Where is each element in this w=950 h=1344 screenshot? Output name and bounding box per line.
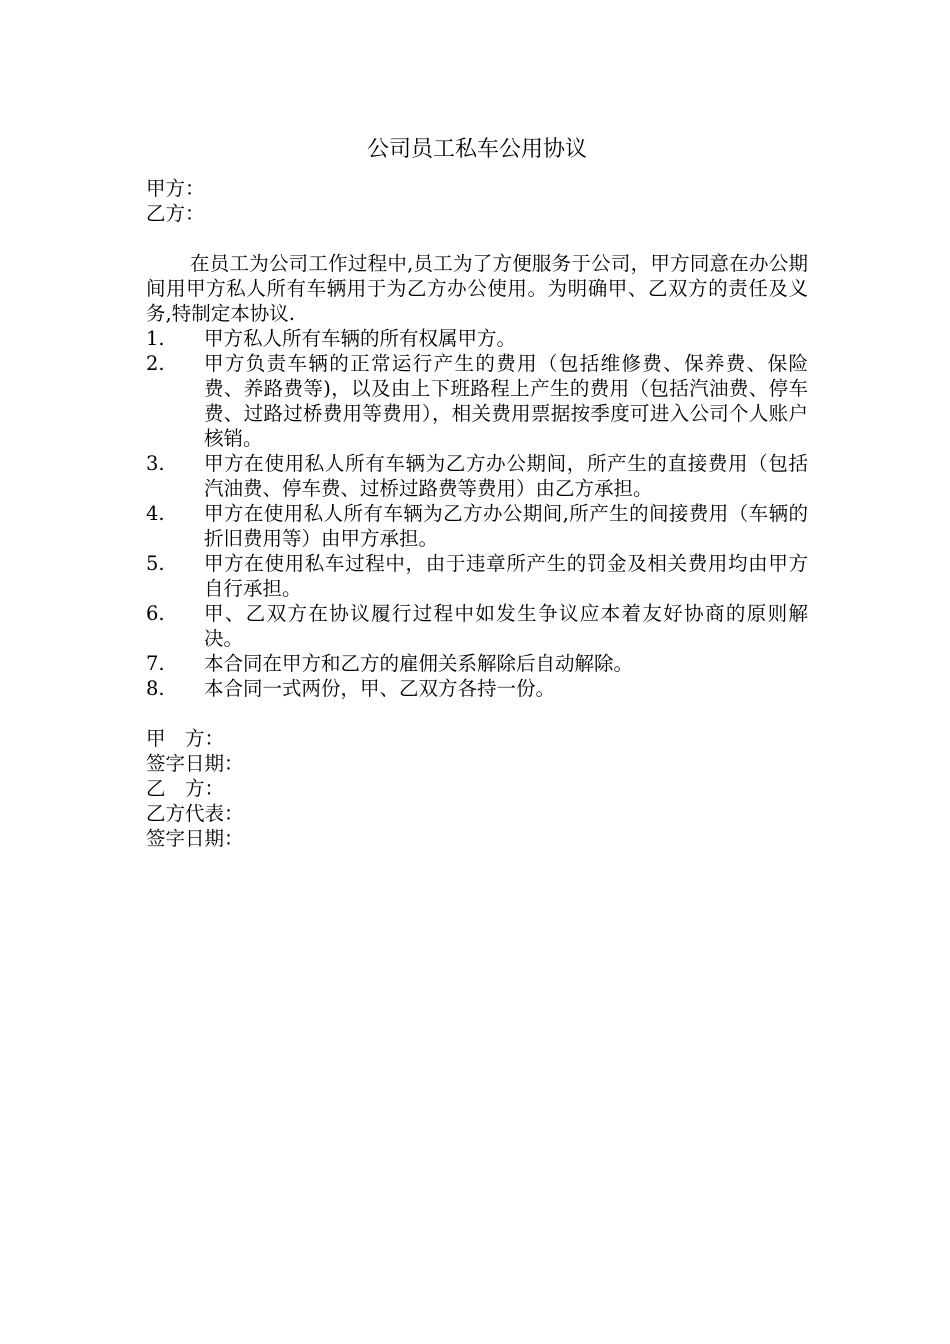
signature-party-b: 乙 方： — [146, 777, 225, 800]
clause-item — [146, 676, 808, 701]
clause-text: 甲方在使用私车过程中，由于违章所产生的罚金及相关费用均由甲方自行承担。 — [204, 552, 808, 600]
signature-block — [146, 726, 808, 851]
party-a-label: 甲方： — [146, 177, 205, 200]
party-b-label: 乙方： — [146, 202, 205, 225]
clause-text: 甲方负责车辆的正常运行产生的费用（包括维修费、保养费、保险费、养路费等)，以及由上下班路程上产生的费用（包括汽油费、停车费、过路过桥费用等费用），相关费用票据按季度可进入公司个人账户核销。 — [204, 352, 808, 450]
clause-number: 3. — [146, 452, 165, 475]
clause-number: 2. — [146, 352, 165, 375]
clause-item — [146, 351, 808, 451]
document-title: 公司员工私车公用协议 — [366, 137, 587, 162]
clause-item — [146, 451, 808, 501]
signature-party-b-representative: 乙方代表： — [146, 802, 244, 825]
clause-item — [146, 501, 808, 551]
clause-item — [146, 326, 808, 351]
clause-number: 5. — [146, 552, 165, 575]
clause-text: 甲、乙双方在协议履行过程中如发生争议应本着友好协商的原则解决。 — [204, 602, 808, 650]
document-body — [146, 134, 808, 851]
clause-text: 甲方私人所有车辆的所有权属甲方。 — [204, 327, 517, 350]
clause-number: 4. — [146, 502, 165, 525]
clause-number: 6. — [146, 602, 165, 625]
clause-number: 1. — [146, 327, 165, 350]
clause-text: 本合同一式两份，甲、乙双方各持一份。 — [204, 677, 556, 700]
signature-party-a-date: 签字日期： — [146, 752, 244, 775]
clause-text: 甲方在使用私人所有车辆为乙方办公期间，所产生的直接费用（包括汽油费、停车费、过桥过路费等费用）由乙方承担。 — [204, 452, 808, 500]
clause-item — [146, 651, 808, 676]
clause-text: 本合同在甲方和乙方的雇佣关系解除后自动解除。 — [204, 652, 634, 675]
clause-number: 7. — [146, 652, 165, 675]
blank-line — [146, 226, 808, 251]
signature-party-b-date: 签字日期： — [146, 827, 244, 850]
clause-item — [146, 551, 808, 601]
intro-paragraph: 在员工为公司工作过程中,员工为了方便服务于公司，甲方同意在办公期间用甲方私人所有车辆用于为乙方办公使用。为明确甲、乙双方的责任及义务,特制定本协议. — [146, 252, 808, 325]
clause-list — [146, 326, 808, 701]
clause-item — [146, 601, 808, 651]
signature-party-a: 甲 方： — [146, 727, 225, 750]
clause-number: 8. — [146, 677, 165, 700]
clause-text: 甲方在使用私人所有车辆为乙方办公期间,所产生的间接费用（车辆的折旧费用等）由甲方承担。 — [204, 502, 808, 550]
